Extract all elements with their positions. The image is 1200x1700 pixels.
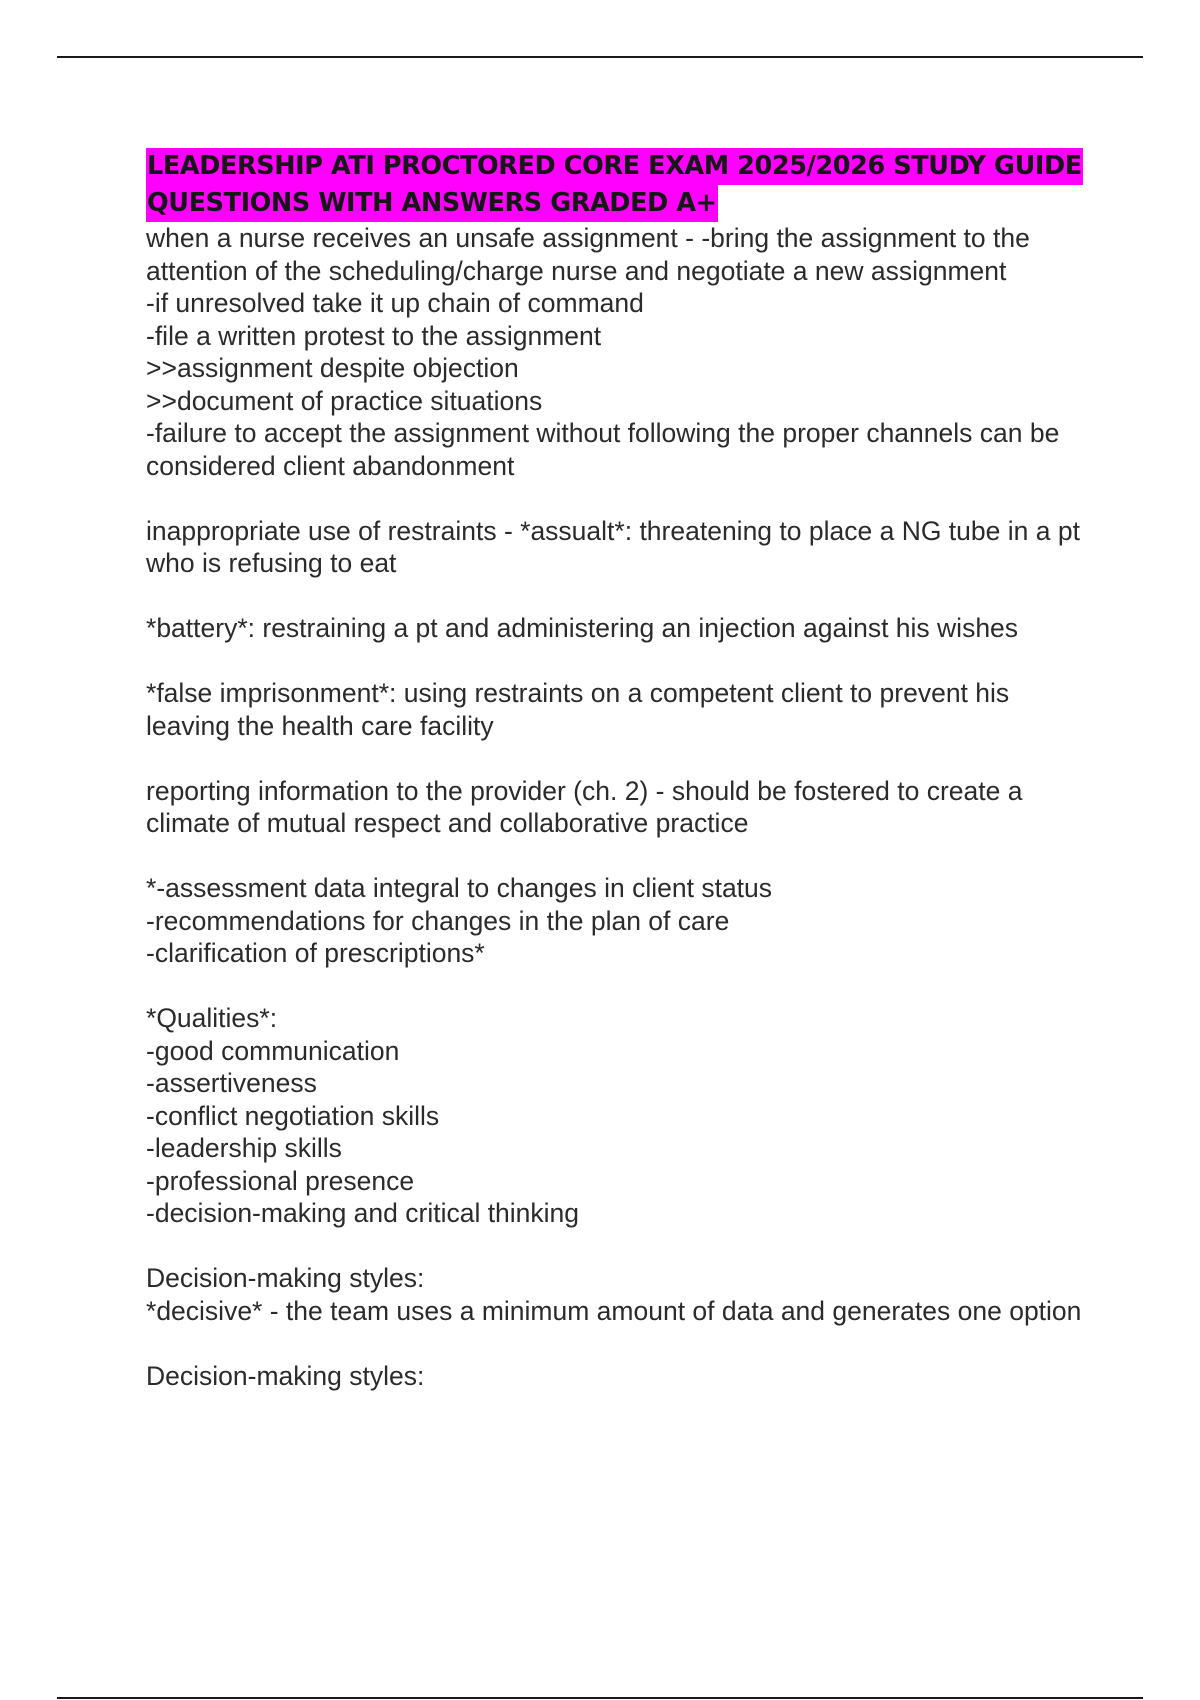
text-line: -failure to accept the assignment without following the proper channels can be considered client abandonment <box>146 418 1067 481</box>
text-line: -clarification of prescriptions* <box>146 938 485 968</box>
block-reporting <box>146 775 1096 840</box>
text-line: -good communication <box>146 1035 400 1066</box>
text-line: *-assessment data integral to changes in client status <box>146 873 773 903</box>
text-line: -assertiveness <box>146 1068 317 1098</box>
text-line: -file a written protest to the assignment <box>146 320 602 351</box>
block-false-imprisonment <box>146 677 1096 742</box>
text-line: reporting information to the provider (ch. 2) - should be fostered to create a climate of mutual respect and collaborative practice <box>146 775 1030 838</box>
block-decision-styles-decisive <box>146 1262 1096 1327</box>
text-line: -conflict negotiation skills <box>146 1100 440 1131</box>
bottom-rule <box>57 1697 1143 1699</box>
text-line: -leadership skills <box>146 1133 342 1163</box>
document-body <box>146 148 1096 1392</box>
text-line: >>assignment despite objection <box>146 353 519 383</box>
top-rule <box>57 56 1143 58</box>
text-line: >>document of practice situations <box>146 385 543 416</box>
block-battery <box>146 612 1096 645</box>
block-unsafe-assignment <box>146 222 1096 482</box>
text-line: -decision-making and critical thinking <box>146 1198 580 1228</box>
document-title <box>146 148 1096 222</box>
text-line: *Qualities*: <box>146 1003 278 1033</box>
text-line: *decisive* - the team uses a minimum amount of data and generates one option <box>146 1295 1082 1326</box>
text-line: *battery*: restraining a pt and administering an injection against his wishes <box>146 613 1019 643</box>
text-line: -professional presence <box>146 1165 415 1196</box>
text-line: when a nurse receives an unsafe assignment - -bring the assignment to the attention of the scheduling/charge nurse and negotiate a new assignment <box>146 223 1038 286</box>
text-line: inappropriate use of restraints - *assualt*: threatening to place a NG tube in a pt who is refusing to eat <box>146 515 1088 578</box>
text-line: *false imprisonment*: using restraints on a competent client to prevent his leaving the health care facility <box>146 678 1017 741</box>
title-highlight: LEADERSHIP ATI PROCTORED CORE EXAM 2025/2026 STUDY GUIDE QUESTIONS WITH ANSWERS GRADED A+ <box>146 148 1083 222</box>
block-decision-styles <box>146 1360 1096 1393</box>
block-assessment <box>146 872 1096 970</box>
block-qualities <box>146 1002 1096 1230</box>
text-line: Decision-making styles: <box>146 1263 425 1293</box>
text-line: Decision-making styles: <box>146 1360 425 1391</box>
block-restraints <box>146 515 1096 580</box>
text-line: -recommendations for changes in the plan of care <box>146 905 730 936</box>
text-line: -if unresolved take it up chain of command <box>146 288 644 318</box>
